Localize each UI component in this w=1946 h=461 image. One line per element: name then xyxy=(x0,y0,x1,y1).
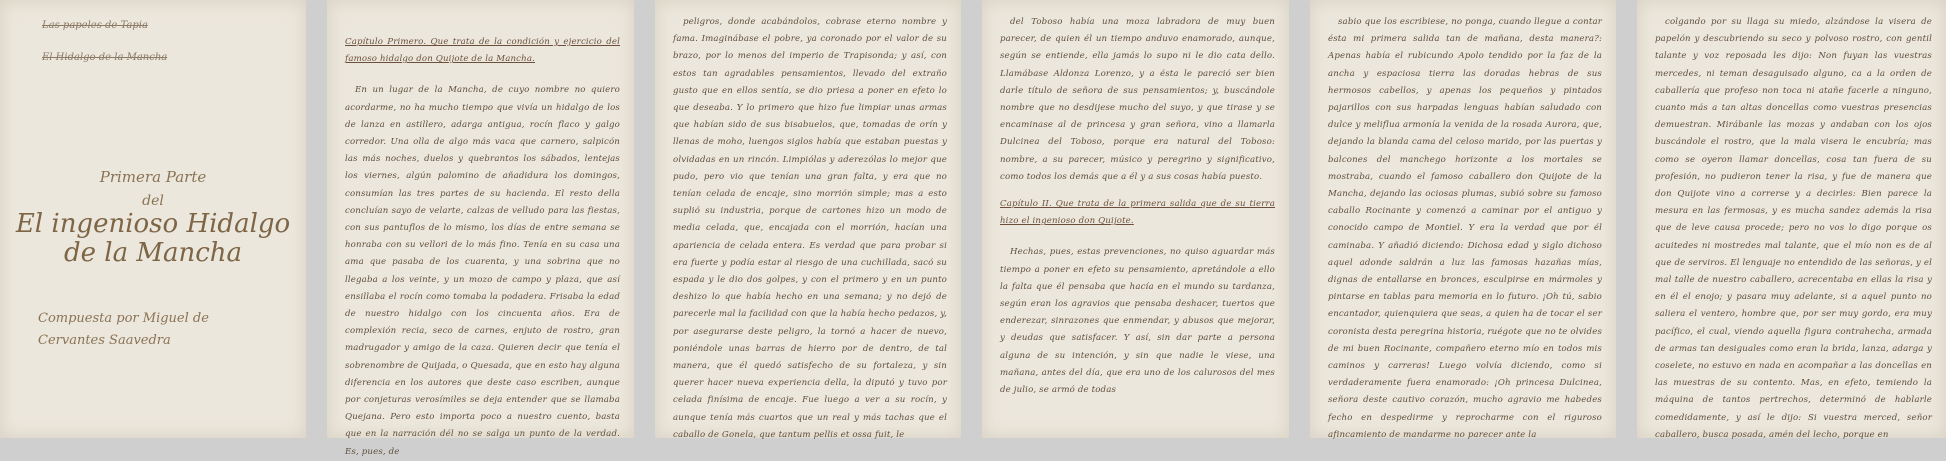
text-page xyxy=(1637,0,1946,438)
text-page xyxy=(327,0,634,457)
paragraph: del Toboso había una moza labradora de muy buen parecer, de quien él un tiempo anduvo enamorado, aunque, según se entiende, ella jamás lo supo ni le dio cata dello. Llamábase Aldonza Lorenzo, y a ésta le pareció ser bien darle título de señora de sus pensamientos; y, buscándole nombre que no desdijese mucho del suyo, y que tirase y se encaminase al de princesa y gran señora, vino a llamarla Dulcinea del Toboso, porque era natural del Toboso: nombre, a su parecer, músico y peregrino y significativo, como todos los demás que a él y a sus cosas había puesto. xyxy=(1000,17,1275,182)
title-page xyxy=(0,0,306,438)
text-page xyxy=(655,0,961,438)
paragraph: En un lugar de la Mancha, de cuyo nombre no quiero acordarme, no ha mucho tiempo que vivía un hidalgo de los de lanza en astillero, adarga antigua, rocín flaco y galgo corredor. Una olla de algo más vaca que carnero, salpicón las más noches, duelos y quebrantos los sábados, lentejas los viernes, algún palomino de añadidura los domingos, consumían las tres partes de su hacienda. El resto della concluían sayo de velarte, calzas de velludo para las fiestas, con sus pantuflos de lo mismo, los días de entre semana se honraba con su vellori de lo más fino. Tenía en su casa una ama que pasaba de los cuarenta, y una sobrina que no llegaba a los veinte, y un mozo de campo y plaza, que así ensillaba el rocín como tomaba la podadera. Frisaba la edad de nuestro hidalgo con los cincuenta años. Era de complexión recia, seco de carnes, enjuto de rostro, gran madrugador y amigo de la caza. Quieren decir que tenía el sobrenombre de Quijada, o Quesada, que en esto hay alguna diferencia en los autores que deste caso escriben, aunque por conjeturas verosímiles se deja entender que se llamaba Quejana. Pero esto importa poco a nuestro cuento, basta que en la narración dél no se salga un punto de la verdad. Es, pues, de xyxy=(345,85,620,457)
book-title: El ingenioso Hidalgo de la Mancha xyxy=(15,209,291,268)
page-body xyxy=(1000,14,1275,430)
chapter-heading: Capítulo Primero. Que trata de la condición y ejercicio del famoso hidalgo don Quijote de la Mancha. xyxy=(345,37,620,65)
page-body xyxy=(673,14,947,440)
paragraph: sabio que los escribiese, no ponga, cuando llegue a contar ésta mi primera salida tan de mañana, desta manera?: Apenas había el rubicundo Apolo tendido por la faz de la ancha y espaciosa tierra las doradas hebras de sus hermosos cabellos, y apenas los pequeños y pintados pajarillos con sus harpadas lenguas habían saludado con dulce y meliflua armonía la venida de la rosada Aurora, que, dejando la blanda cama del celoso marido, por las puertas y balcones del manchego horizonte a los mortales se mostraba, cuando el famoso caballero don Quijote de la Mancha, dejando las ociosas plumas, subió sobre su famoso caballo Rocinante y comenzó a caminar por el antiguo y conocido campo de Montiel. Y era la verdad que por él caminaba. Y añadió diciendo: Dichosa edad y siglo dichoso aquel adonde saldrán a luz las famosas hazañas mías, dignas de entallarse en bronces, esculpirse en mármoles y pintarse en tablas para memoria en lo futuro. ¡Oh tú, sabio encantador, quienquiera que seas, a quien ha de tocar el ser coronista desta peregrina historia, ruégote que no te olvides de mi buen Rocinante, compañero eterno mío en todos mis caminos y carreras! Luego volvía diciendo, como si verdaderamente fuera enamorado: ¡Oh princesa Dulcinea, señora deste cautivo corazón, mucho agravio me habedes fecho en despedirme y reprocharme con el riguroso afincamiento de mandarme no parecer ante la xyxy=(1328,17,1602,440)
page-body xyxy=(1655,14,1932,440)
struck-line: Las papeles de Tapia xyxy=(42,20,148,31)
paragraph: Hechas, pues, estas prevenciones, no quiso aguardar más tiempo a poner en efeto su pensamiento, apretándole a ello la falta que él pensaba que hacía en el mundo su tardanza, según eran los agravios que pensaba deshacer, tuertos que enderezar, sinrazones que enmendar, y abusos que mejorar, y deudas que satisfacer. Y así, sin dar parte a persona alguna de su intención, y sin que nadie le viese, una mañana, antes del día, que era uno de los calurosos del mes de julio, se armó de todas xyxy=(1000,247,1275,396)
part-label: Primera Parte xyxy=(99,168,207,186)
page-body xyxy=(345,14,620,457)
text-page xyxy=(982,0,1289,438)
paragraph: colgando por su llaga su miedo, alzándose la visera de papelón y descubriendo su seco y polvoso rostro, con gentil talante y voz reposada les dijo: Non fuyan las vuestras mercedes, ni teman desaguisado alguno, ca a la orden de caballería que profeso non toca ni atañe facerle a ninguno, cuanto más a tan altas doncellas como vuestras presencias demuestran. Mirábanle las mozas y andaban con los ojos buscándole el rostro, que la mala visera le encubría; mas como se oyeron llamar doncellas, cosa tan fuera de su profesión, no pudieron tener la risa, y fue de manera que don Quijote vino a correrse y a decirles: Bien parece la mesura en las fermosas, y es mucha sandez además la risa que de leve causa procede; pero no vos lo digo porque os acuitedes ni mostredes mal talante, que el mío non es de al que de serviros. El lenguaje no entendido de las señoras, y el mal talle de nuestro caballero, acrecentaba en ellas la risa y en él el enojo; y pasara muy adelante, si a aquel punto no saliera el ventero, hombre que, por ser muy gordo, era muy pacífico, el cual, viendo aquella figura contrahecha, armada de armas tan desiguales como eran la brida, lanza, adarga y coselete, no estuvo en nada en acompañar a las doncellas en las muestras de su contento. Mas, en efeto, temiendo la máquina de tantos pertrechos, determinó de hablarle comedidamente, y así le dijo: Si vuestra merced, señor caballero, busca posada, amén del lecho, porque en xyxy=(1655,17,1932,440)
del-label: del xyxy=(142,193,164,209)
struck-line: El Hidalgo de la Mancha xyxy=(42,52,168,63)
chapter-heading: Capítulo II. Que trata de la primera salida que de su tierra hizo el ingenioso don Quijote. xyxy=(1000,199,1275,227)
text-page xyxy=(1310,0,1616,438)
author-line: Compuesta por Miguel de Cervantes Saavedra xyxy=(38,311,209,348)
paragraph: peligros, donde acabándolos, cobrase eterno nombre y fama. Imaginábase el pobre, ya coronado por el valor de su brazo, por lo menos del imperio de Trapisonda; y así, con estos tan agradables pensamientos, llevado del extraño gusto que en ellos sentía, se dio priesa a poner en efeto lo que deseaba. Y lo primero que hizo fue limpiar unas armas que habían sido de sus bisabuelos, que, tomadas de orín y llenas de moho, luengos siglos había que estaban puestas y olvidadas en un rincón. Limpiólas y aderezólas lo mejor que pudo, pero vio que tenían una gran falta, y era que no tenían celada de encaje, sino morrión simple; mas a esto suplió su industria, porque de cartones hizo un modo de media celada, que, encajada con el morrión, hacían una apariencia de celada entera. Es verdad que para probar si era fuerte y podía estar al riesgo de una cuchillada, sacó su espada y le dio dos golpes, y con el primero y en un punto deshizo lo que había hecho en una semana; y no dejó de parecerle mal la facilidad con que la había hecho pedazos, y, por asegurarse deste peligro, la tornó a hacer de nuevo, poniéndole unas barras de hierro por de dentro, de tal manera, que él quedó satisfecho de su fortaleza, y sin querer hacer nueva experiencia della, la diputó y tuvo por celada finísima de encaje. Fue luego a ver a su rocín, y aunque tenía más cuartos que un real y más tachas que el caballo de Gonela, que tantum pellis et ossa fuit, le xyxy=(673,17,947,440)
page-body xyxy=(1328,14,1602,440)
